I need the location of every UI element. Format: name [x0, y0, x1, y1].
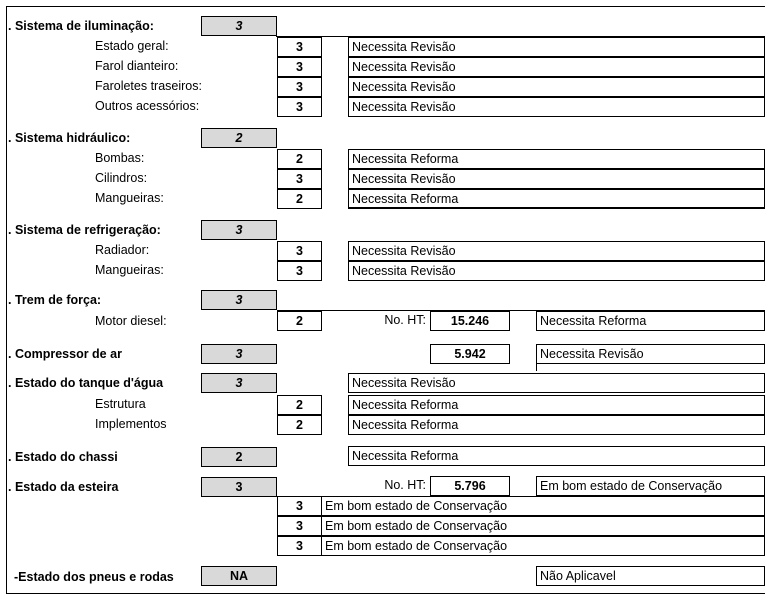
item-score: 3 [277, 37, 322, 57]
item-status: Necessita Revisão [348, 57, 765, 77]
item-status: Necessita Reforma [348, 149, 765, 169]
item-score: 3 [277, 536, 322, 556]
section-rating-esteira: 3 [201, 477, 277, 497]
item-label: Faroletes traseiros: [95, 79, 202, 93]
item-score: 2 [277, 149, 322, 169]
item-score: 2 [277, 395, 322, 415]
section-rating-chassi: 2 [201, 447, 277, 467]
item-status: Necessita Revisão [536, 344, 765, 364]
item-score: 2 [277, 189, 322, 209]
item-status: Necessita Revisão [348, 241, 765, 261]
item-score: 3 [277, 57, 322, 77]
item-label: Outros acessórios: [95, 99, 200, 113]
section-rating-pneus: NA [201, 566, 277, 586]
item-status: Em bom estado de Conservação [321, 516, 765, 536]
section-rating-trem: 3 [201, 290, 277, 310]
compressor-divider [536, 364, 537, 371]
section-title-hidraulico: . Sistema hidráulico: [8, 131, 131, 145]
item-label: Farol dianteiro: [95, 59, 179, 73]
section-rating-iluminacao: 3 [201, 16, 277, 36]
ht-value: 5.796 [430, 476, 510, 496]
item-label: Implementos [95, 417, 167, 431]
item-label: Bombas: [95, 151, 145, 165]
ht-value: 15.246 [430, 311, 510, 331]
item-score: 3 [277, 97, 322, 117]
section-title-compressor: . Compressor de ar [8, 347, 122, 361]
section-rating-hidraulico: 2 [201, 128, 277, 148]
item-label: Mangueiras: [95, 191, 164, 205]
item-status: Necessita Revisão [348, 77, 765, 97]
item-score: 3 [277, 516, 322, 536]
item-status: Necessita Reforma [348, 395, 765, 415]
section-title-refrigeracao: . Sistema de refrigeração: [8, 223, 161, 237]
item-status: Necessita Reforma [348, 415, 765, 435]
bottom-border [6, 593, 765, 594]
item-label: Estado geral: [95, 39, 169, 53]
section-title-esteira: . Estado da esteira [8, 480, 119, 494]
ht-label: No. HT: [384, 478, 426, 492]
section-status-tanque: Necessita Revisão [348, 373, 765, 393]
section-status-esteira: Em bom estado de Conservação [536, 476, 765, 496]
section-title-pneus: -Estado dos pneus e rodas [14, 570, 174, 584]
section-title-iluminacao: . Sistema de iluminação: [8, 19, 154, 33]
item-score: 3 [277, 496, 322, 516]
item-status: Necessita Revisão [348, 261, 765, 281]
ht-label: No. HT: [384, 313, 426, 327]
item-score: 2 [277, 415, 322, 435]
item-status: Necessita Revisão [348, 37, 765, 57]
section-rating-compressor: 3 [201, 344, 277, 364]
item-status: Necessita Revisão [348, 169, 765, 189]
section-title-chassi: . Estado do chassi [8, 450, 118, 464]
item-score: 2 [277, 311, 322, 331]
item-label: Estrutura [95, 397, 146, 411]
item-label: Cilindros: [95, 171, 148, 185]
section-title-tanque: . Estado do tanque d'água [8, 376, 164, 390]
item-label: Radiador: [95, 243, 150, 257]
item-label: Motor diesel: [95, 314, 167, 328]
item-score: 3 [277, 169, 322, 189]
item-score: 3 [277, 241, 322, 261]
section-rating-refrigeracao: 3 [201, 220, 277, 240]
section-title-trem: . Trem de força: [8, 293, 102, 307]
item-status: Em bom estado de Conservação [321, 536, 765, 556]
item-status: Necessita Reforma [348, 189, 765, 209]
item-status: Necessita Reforma [536, 311, 765, 331]
item-status: Em bom estado de Conservação [321, 496, 765, 516]
section-status-pneus: Não Aplicavel [536, 566, 765, 586]
section-rating-tanque: 3 [201, 373, 277, 393]
item-score: 3 [277, 261, 322, 281]
item-label: Mangueiras: [95, 263, 164, 277]
ht-value: 5.942 [430, 344, 510, 364]
section-status-chassi: Necessita Reforma [348, 446, 765, 466]
item-score: 3 [277, 77, 322, 97]
left-border [6, 6, 7, 593]
top-border [6, 6, 765, 7]
item-status: Necessita Revisão [348, 97, 765, 117]
